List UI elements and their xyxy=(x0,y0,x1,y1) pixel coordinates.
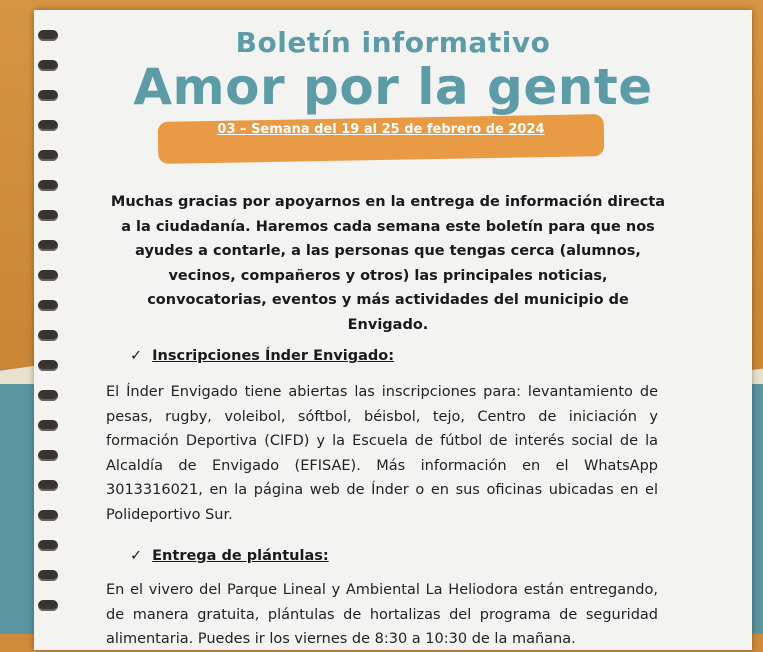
section-heading-inder xyxy=(130,348,394,364)
newsletter-subtitle: Boletín informativo xyxy=(235,26,551,59)
binding-hole xyxy=(38,180,58,191)
binding-hole xyxy=(38,270,58,281)
newsletter-title: Amor por la gente xyxy=(133,58,653,116)
binding-hole xyxy=(38,390,58,401)
binding-hole xyxy=(38,240,58,251)
binding-hole xyxy=(38,420,58,431)
section-body-inder: El Índer Envigado tiene abiertas las inscripciones para: levantamiento de pesas, rugby, voleibol, sóftbol, béisbol, tejo, Centro de iniciación y formación Deportiva (CIFD) y la Escuela de fútbol de interés social de la Alcaldía de Envigado (EFISAE). Más información en el WhatsApp 3013316021, en la página web de Índer o en sus oficinas ubicadas en el Polideportivo Sur. xyxy=(106,384,658,523)
check-icon: ✓ xyxy=(130,348,143,364)
binding-hole xyxy=(38,540,58,551)
section-title: Inscripciones Índer Envigado: xyxy=(152,348,395,364)
binding-hole xyxy=(38,300,58,311)
section-body-plantulas: En el vivero del Parque Lineal y Ambiental La Heliodora están entregando, de manera gratuita, plántulas de hortalizas del programa de seguridad alimentaria. Puedes ir los viernes de 8:30 a 10:30 de la mañana. xyxy=(106,582,658,647)
binding-hole xyxy=(38,120,58,131)
binding-hole xyxy=(38,210,58,221)
binding-hole xyxy=(38,480,58,491)
binding-hole xyxy=(38,510,58,521)
section-title: Entrega de plántulas: xyxy=(152,548,329,564)
binding-hole xyxy=(38,360,58,371)
binding-hole xyxy=(38,330,58,341)
check-icon: ✓ xyxy=(130,548,143,564)
section-heading-plantulas xyxy=(130,548,329,564)
binding-hole xyxy=(38,450,58,461)
spiral-binding xyxy=(34,30,64,634)
intro-paragraph: Muchas gracias por apoyarnos en la entrega de información directa a la ciudadanía. Haremos cada semana este boletín para que nos ayudes a contarle, a las personas que tengas cerca (alumnos, vecinos, compañeros y otros) las principales noticias, convocatorias, eventos y más actividades del municipio de Envigado. xyxy=(110,194,666,333)
binding-hole xyxy=(38,600,58,611)
binding-hole xyxy=(38,150,58,161)
week-banner-text: 03 – Semana del 19 al 25 de febrero de 2024 xyxy=(217,122,545,137)
binding-hole xyxy=(38,570,58,581)
